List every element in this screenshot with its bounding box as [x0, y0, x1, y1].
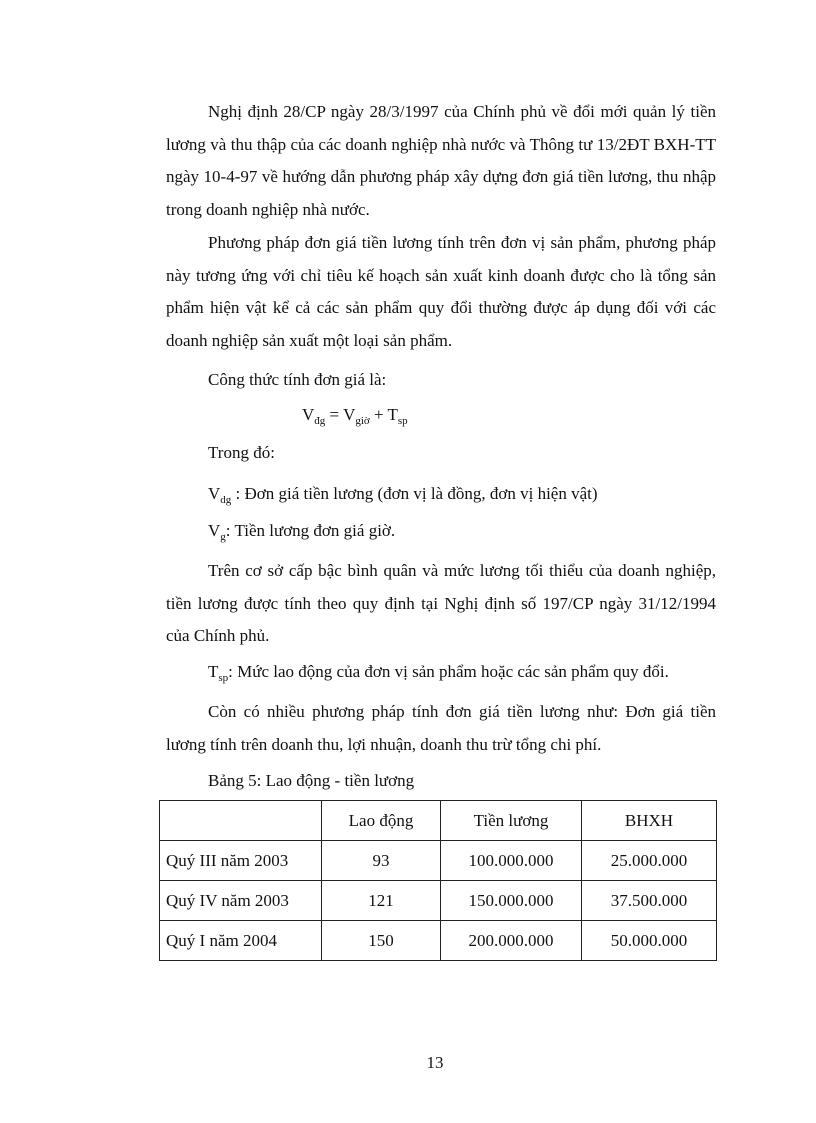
page-number: 13 — [426, 1053, 444, 1072]
table-caption: Bảng 5: Lao động - tiền lương — [208, 771, 415, 790]
labor-wage-table — [159, 800, 717, 961]
paragraph-unit-price-method: Phương pháp đơn giá tiền lương tính trên đơn vị sản phẩm, phương pháp này tương ứng với chỉ tiêu kế hoạch sản xuất kinh doanh được cho là tổng sản phẩm hiện vật kể cả các sản phẩm quy đổi thường được áp dụng đối với các doanh nghiệp sản xuất một loại sản phẩm. — [166, 233, 716, 350]
table-row — [160, 921, 717, 961]
definition-vg: $V_g$: Tiền lương đơn giá giờ. — [208, 521, 396, 543]
row-label: Quý I năm 2004 — [160, 921, 322, 961]
table-row — [160, 881, 717, 921]
table-header-row — [160, 801, 717, 841]
header-cell-empty — [160, 801, 322, 841]
where-label: Trong đó: — [208, 443, 275, 462]
header-cell-labor: Lao động — [322, 801, 441, 841]
formula-intro: Công thức tính đơn giá là: — [208, 370, 387, 389]
cell-bhxh: 37.500.000 — [582, 881, 717, 921]
row-label: Quý IV năm 2003 — [160, 881, 322, 921]
table-row — [160, 841, 717, 881]
cell-labor: 150 — [322, 921, 441, 961]
cell-wage: 100.000.000 — [441, 841, 582, 881]
definition-tsp: $T_{sp}$: Mức lao động của đơn vị sản phẩm hoặc các sản phẩm quy đổi. — [208, 662, 669, 684]
formula: $V_{đg} = V_{giờ} + T_{sp}$ — [302, 405, 408, 427]
header-cell-wage: Tiền lương — [441, 801, 582, 841]
row-label: Quý III năm 2003 — [160, 841, 322, 881]
cell-labor: 93 — [322, 841, 441, 881]
cell-labor: 121 — [322, 881, 441, 921]
cell-wage: 150.000.000 — [441, 881, 582, 921]
paragraph-other-methods: Còn có nhiều phương pháp tính đơn giá tiền lương như: Đơn giá tiền lương tính trên doanh thu, lợi nhuận, doanh thu trừ tổng chi phí. — [166, 702, 716, 754]
paragraph-minimum-wage: Trên cơ sở cấp bậc bình quân và mức lương tối thiểu của doanh nghiệp, tiền lương được tính theo quy định tại Nghị định số 197/CP ngày 31/12/1994 của Chính phủ. — [166, 561, 716, 645]
cell-wage: 200.000.000 — [441, 921, 582, 961]
definition-vdg: $V_{dg}$ : Đơn giá tiền lương (đơn vị là đồng, đơn vị hiện vật) — [208, 484, 598, 506]
header-cell-bhxh: BHXH — [582, 801, 717, 841]
cell-bhxh: 25.000.000 — [582, 841, 717, 881]
cell-bhxh: 50.000.000 — [582, 921, 717, 961]
paragraph-decree-28cp: Nghị định 28/CP ngày 28/3/1997 của Chính phủ về đổi mới quản lý tiền lương và thu thập của các doanh nghiệp nhà nước và Thông tư 13/2ĐT BXH-TT ngày 10-4-97 về hướng dẫn phương pháp xây dựng đơn giá tiền lương, thu nhập trong doanh nghiệp nhà nước. — [166, 102, 716, 219]
